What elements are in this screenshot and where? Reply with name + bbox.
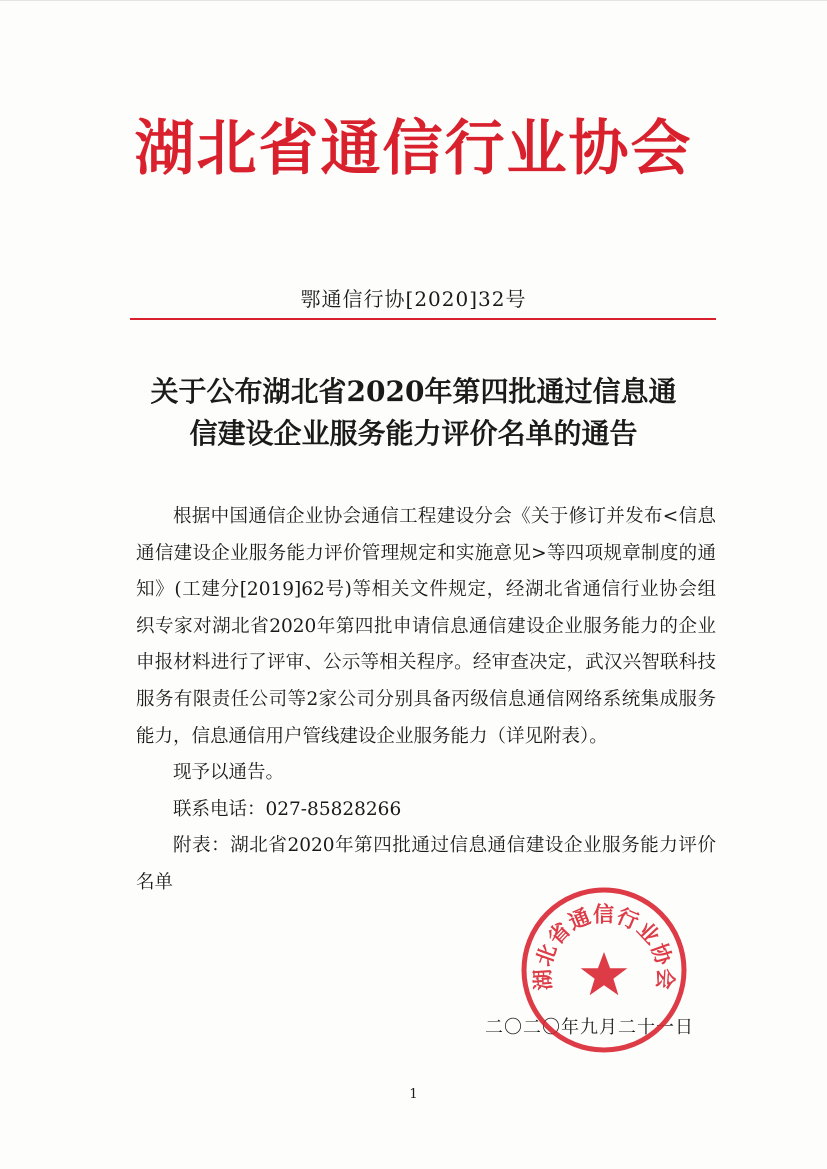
attachment-line: 附表：湖北省2020年第四批通过信息通信建设企业服务能力评价名单	[136, 835, 716, 893]
red-divider	[130, 318, 716, 320]
svg-text:湖北省通信行业协会	[530, 902, 677, 991]
seal-text: 湖北省通信行业协会	[530, 902, 678, 992]
page-number: 1	[409, 1087, 418, 1102]
star-icon	[581, 952, 628, 995]
main-paragraph: 根据中国通信企业协会通信工程建设分会《关于修订并发布<信息通信建设企业服务能力评价管理规定和实施意见>等四项规章制度的通知》(工建分[2019]62号)等相关文件规定，经湖北省通信行业协会组织专家对湖北省2020年第四批申请信息通信建设企业服务能力的企业申报材料进行了评审、公示等相关程序。经审查决定，武汉兴智联科技服务有限责任公司等2家公司分别具备丙级信息通信网络系统集成服务能力，信息通信用户管线建设企业服务能力（详见附表）。	[136, 506, 716, 747]
org-title: 湖北省通信行业协会	[134, 114, 693, 184]
doc-number: 鄂通信行协[2020]32号	[300, 287, 527, 311]
title-line-2: 信建设企业服务能力评价名单的通告	[189, 417, 638, 450]
contact-line: 联系电话：027-85828266	[173, 798, 402, 820]
title-line-1: 关于公布湖北省2020年第四批通过信息通	[150, 375, 677, 408]
body-text	[136, 499, 716, 902]
issue-date: 二〇二〇年九月二十一日	[485, 1017, 694, 1038]
notice-line: 现予以通告。	[173, 762, 285, 784]
document-title	[100, 371, 727, 455]
